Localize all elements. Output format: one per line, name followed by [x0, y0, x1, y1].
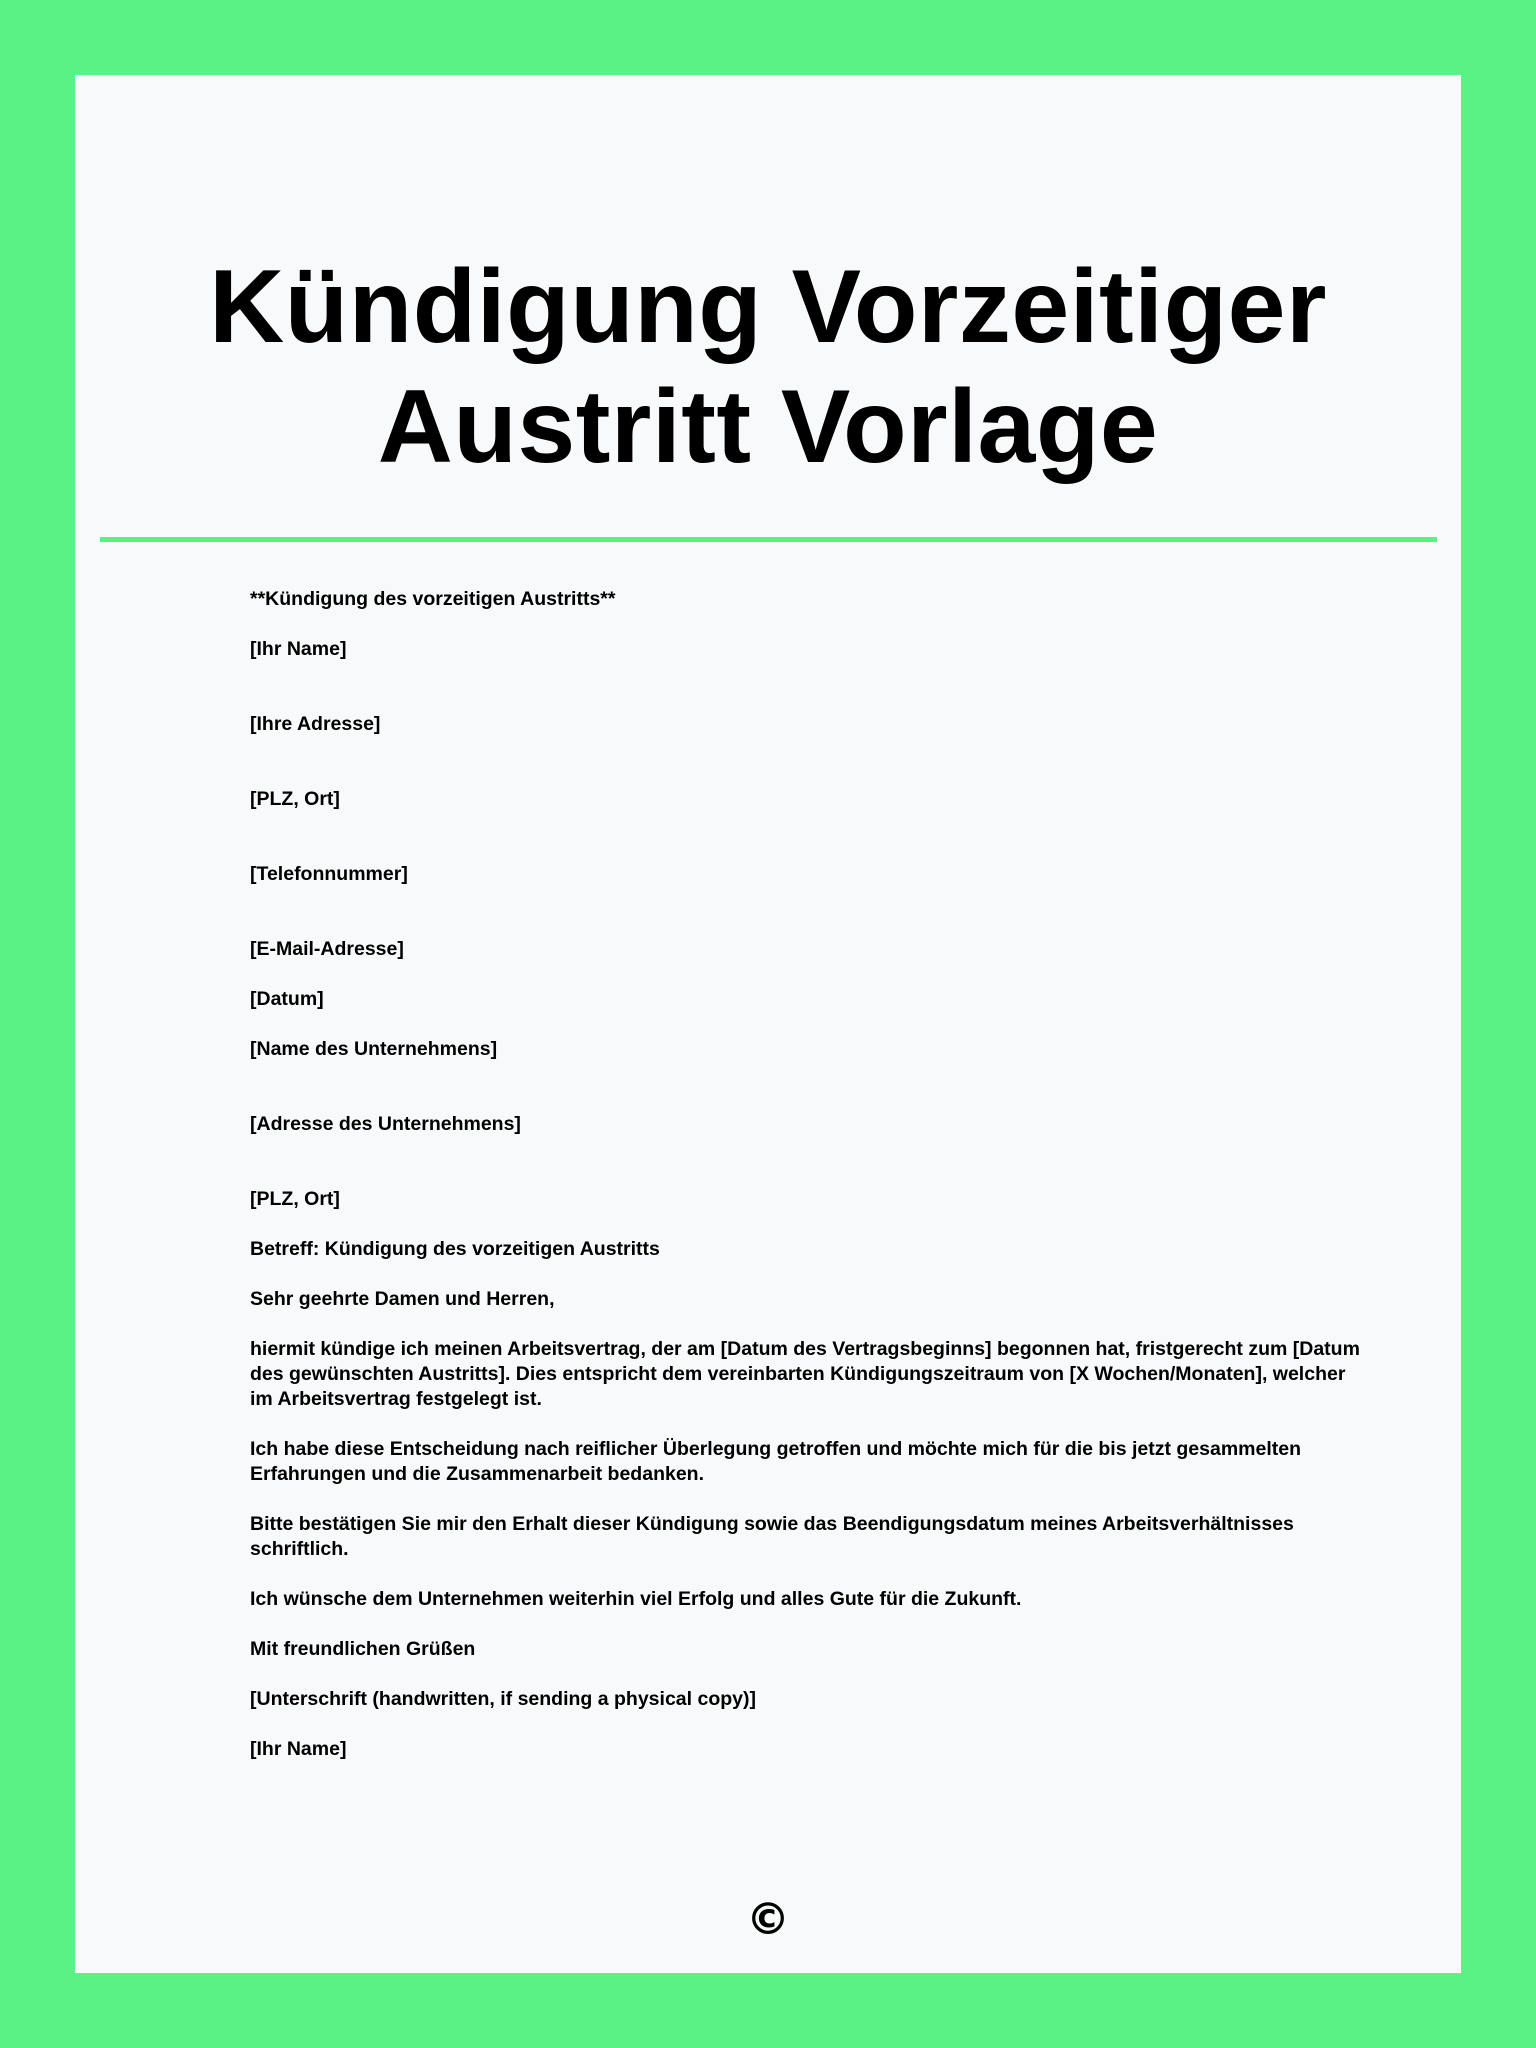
sender-name: [Ihr Name]: [250, 638, 347, 660]
sender-email: [E-Mail-Adresse]: [250, 938, 404, 960]
recipient-address: [Adresse des Unternehmens]: [250, 1113, 521, 1135]
letter-paragraph: hiermit kündige ich meinen Arbeitsvertrag, der am [Datum des Vertragsbeginns] begonnen hat, fristgerecht zum [Datum des gewünschten Austritts]. Dies entspricht dem vereinbarten Kündigungszeitraum von [X Wochen/Monaten], welcher im Arbeitsvertrag festgelegt ist.: [250, 1338, 1366, 1410]
copyright-icon: ©: [746, 1894, 790, 1945]
letter-body: [250, 587, 1370, 1762]
title-divider: [100, 537, 1437, 542]
sender-phone: [Telefonnummer]: [250, 863, 408, 885]
signature-placeholder: [Unterschrift (handwritten, if sending a physical copy)]: [250, 1688, 756, 1710]
letter-subject: Betreff: Kündigung des vorzeitigen Austritts: [250, 1238, 660, 1260]
letter-paragraph: Ich habe diese Entscheidung nach reiflicher Überlegung getroffen und möchte mich für die bis jetzt gesammelten Erfahrungen und die Zusammenarbeit bedanken.: [250, 1438, 1307, 1485]
document-title: Kündigung Vorzeitiger Austritt Vorlage: [209, 249, 1327, 485]
letter-heading: **Kündigung des vorzeitigen Austritts**: [250, 588, 616, 610]
letter-paragraph: Ich wünsche dem Unternehmen weiterhin viel Erfolg und alles Gute für die Zukunft.: [250, 1588, 1022, 1610]
document-page: [75, 75, 1461, 1973]
recipient-city: [PLZ, Ort]: [250, 1188, 340, 1210]
letter-date: [Datum]: [250, 988, 324, 1010]
recipient-company: [Name des Unternehmens]: [250, 1038, 498, 1060]
signature-name: [Ihr Name]: [250, 1738, 347, 1760]
sender-city: [PLZ, Ort]: [250, 788, 340, 810]
sender-address: [Ihre Adresse]: [250, 713, 381, 735]
letter-paragraph: Bitte bestätigen Sie mir den Erhalt dieser Kündigung sowie das Beendigungsdatum meines Arbeitsverhältnisses schriftlich.: [250, 1513, 1300, 1560]
letter-closing: Mit freundlichen Grüßen: [250, 1638, 476, 1660]
letter-salutation: Sehr geehrte Damen und Herren,: [250, 1288, 555, 1310]
